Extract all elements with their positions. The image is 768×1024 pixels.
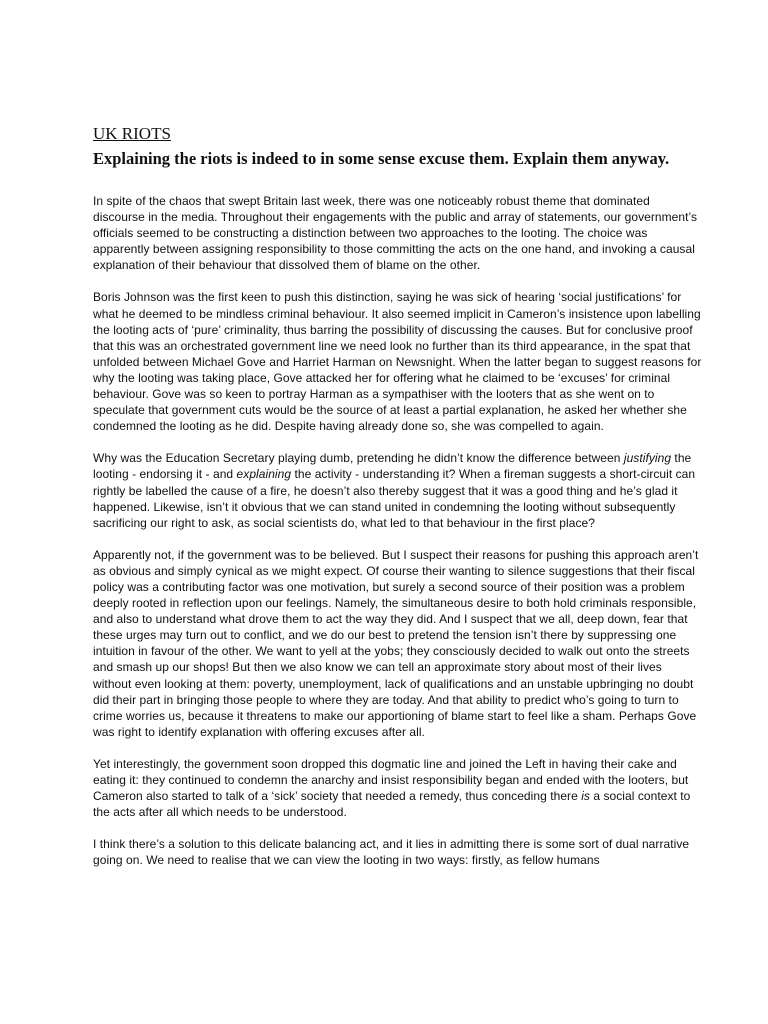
section-label: UK RIOTS	[93, 124, 171, 143]
body-paragraph	[93, 193, 703, 273]
paragraph-text: I think there’s a solution to this delicate balancing act, and it lies in admitting there is some sort of dual narrative going on. We need to realise that we can view the looting in two ways: firstly, as fellow humans	[93, 837, 690, 868]
article-body	[93, 193, 703, 868]
paragraph-text: the activity - understanding it? When a fireman suggests a short-circuit can rightly be labelled the cause of a fire, he doesn’t also thereby suggest that it was a good thing and he’s glad it happened. Likewise, isn’t it obvious that we can stand united in condemning the looting without subsequently sacrificing our right to ask, as social scientists do, what led to that behaviour in the first place?	[93, 467, 696, 530]
italic-text: justifying	[623, 451, 672, 466]
paragraph-text: a social context to the acts after all which needs to be understood.	[93, 789, 691, 820]
body-paragraph	[93, 450, 703, 530]
paragraph-text: Why was the Education Secretary playing dumb, pretending he didn’t know the difference between	[93, 451, 624, 466]
body-paragraph	[93, 289, 703, 434]
paragraph-text: Yet interestingly, the government soon dropped this dogmatic line and joined the Left in having their cake and eating it: they continued to condemn the anarchy and insist responsibility began and ended with the looters, but Cameron also started to talk of a ‘sick’ society that needed a remedy, thus conceding there	[93, 756, 689, 804]
paragraph-text: the looting - endorsing it - and	[93, 451, 692, 482]
body-paragraph	[93, 836, 703, 868]
document-page	[93, 123, 703, 884]
article-headline: Explaining the riots is indeed to in some sense excuse them. Explain them anyway.	[93, 149, 670, 168]
paragraph-text: Boris Johnson was the first keen to push this distinction, saying he was sick of hearing ‘social justifications’ for what he deemed to be mindless criminal behaviour. It also seemed implicit in Cameron’s insistence upon labelling the looting acts of ‘pure’ criminality, thus barring the possibility of discussing the causes. But for conclusive proof that this was an orchestrated government line we need look no further than its third appearance, in the spat that unfolded between Michael Gove and Harriet Harman on Newsnight. When the latter began to suggest reasons for why the looting was taking place, Gove attacked her for offering what he claimed to be ‘excuses’ for criminal behaviour. Gove was so keen to portray Harman as a sympathiser with the looters that as she went on to speculate that government cuts would be the source of at least a partial explanation, he asked her whether she condemned the looting as he did. Despite having already done so, she was compelled to again.	[93, 290, 702, 434]
italic-text: is	[581, 789, 590, 804]
body-paragraph	[93, 547, 703, 740]
body-paragraph	[93, 756, 703, 820]
italic-text: explaining	[236, 467, 292, 482]
paragraph-text: In spite of the chaos that swept Britain last week, there was one noticeably robust theme that dominated discourse in the media. Throughout their engagements with the public and array of statements, our government’s officials seemed to be constructing a distinction between two approaches to the looting. The choice was apparently between assigning responsibility to those committing the acts on the one hand, and invoking a causal explanation of their behaviour that dissolved them of blame on the other.	[93, 194, 698, 273]
paragraph-text: Apparently not, if the government was to be believed. But I suspect their reasons for pushing this approach aren’t as obvious and simply cynical as we might expect. Of course their wanting to silence suggestions that their fiscal policy was a contributing factor was one motivation, but surely a second source of their position was a problem deeply rooted in reflection upon our feelings. Namely, the simultaneous desire to both hold criminals responsible, and also to understand what drove them to act the way they did. And I suspect that we all, deep down, fear that these urges may turn out to conflict, and we do our best to pretend the tension isn’t there by suppressing one intuition in favour of the other. We want to yell at the yobs; they consciously decided to walk out onto the streets and smash up our shops! But then we also know we can tell an approximate story about most of their lives without even looking at them: poverty, unemployment, lack of qualifications and an unstable upbringing no doubt did their part in bringing those people to where they are today. And that ability to predict who’s going to turn to crime worries us, because it threatens to make our apportioning of blame start to feel like a sham. Perhaps Gove was right to identify explanation with offering excuses after all.	[93, 547, 699, 739]
